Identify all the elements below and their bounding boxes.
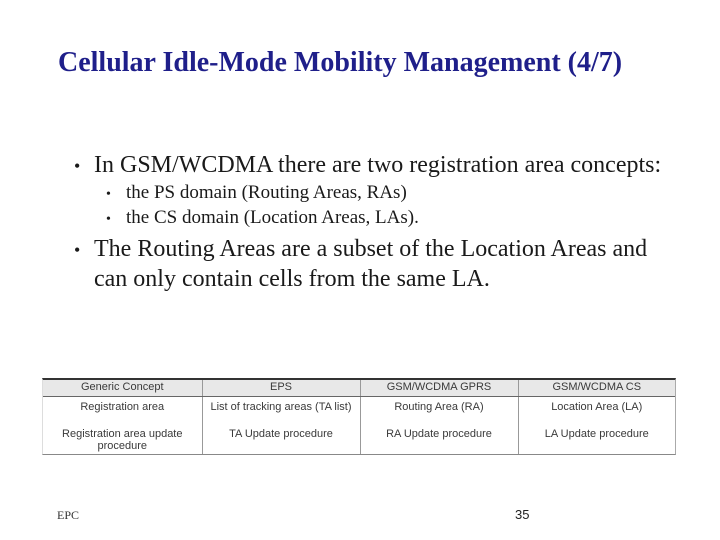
bullet-dot-icon: • (106, 187, 111, 202)
concept-table (42, 378, 676, 455)
sub-bullet-item (74, 206, 674, 231)
bullet-item (74, 151, 674, 181)
page-number: 35 (515, 507, 530, 522)
table-header-cell: Generic Concept (43, 380, 202, 397)
table-cell: Registration area update procedure (43, 427, 202, 454)
bullet-text: In GSM/WCDMA there are two registration area concepts: (94, 152, 662, 178)
sub-bullet-item (74, 181, 674, 206)
table-cell: Routing Area (RA) (360, 397, 518, 427)
bullet-text: The Routing Areas are a subset of the Location Areas and can only contain cells from the same LA. (94, 236, 648, 292)
table-cell: List of tracking areas (TA list) (202, 397, 360, 427)
bullet-dot-icon: • (74, 240, 81, 260)
bullet-dot-icon: • (106, 212, 111, 227)
table-cell: RA Update procedure (360, 427, 518, 454)
table-cell: TA Update procedure (202, 427, 360, 454)
table-header-row (43, 380, 675, 397)
table-header-cell: GSM/WCDMA CS (518, 380, 675, 397)
bullet-list (74, 151, 674, 294)
table-row (43, 397, 675, 427)
footer-label: EPC (57, 508, 80, 522)
table-cell: Registration area (43, 397, 202, 427)
table-row (43, 427, 675, 454)
sub-bullet-text: the CS domain (Location Areas, LAs). (126, 207, 419, 228)
table-header-cell: GSM/WCDMA GPRS (360, 380, 518, 397)
slide-title: Cellular Idle-Mode Mobility Management (4/7) (58, 47, 623, 78)
bullet-dot-icon: • (74, 156, 81, 176)
table-header-cell: EPS (202, 380, 360, 397)
table-cell: Location Area (LA) (551, 401, 643, 414)
table-cell: LA Update procedure (544, 428, 649, 441)
sub-bullet-text: the PS domain (Routing Areas, RAs) (126, 182, 407, 203)
bullet-item (74, 235, 674, 294)
